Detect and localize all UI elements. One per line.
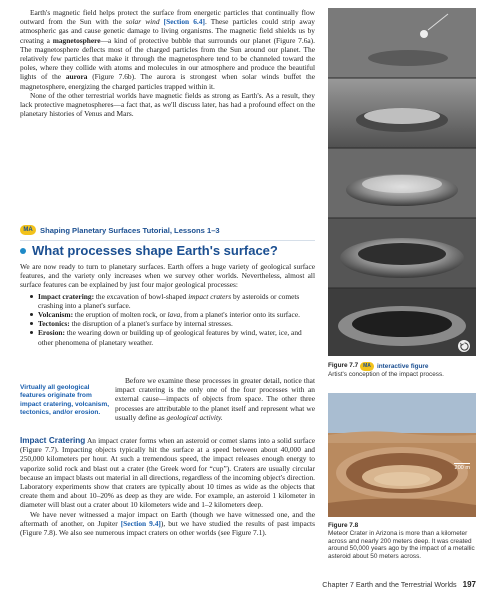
impact-paragraph: Impact Cratering An impact crater forms when an asteroid or comet slams into a solid surface (Figure 7.7). Impacting objects typically hit the surface at a speed between about 40,000 and 250,000 kilometers per hour. At such a tremendous speed, the impact releases enough energy to vaporize solid rock and blast out a crater (the Greek word for “cup”). Craters are usually circular because an impact blasts out material in all directions, regardless of the incoming object's direction. Laboratory experiments show that craters are typically about 10 times as wide as the objects that create them and about 10–20% as deep as they are wide. For example, an asteroid 1 kilometer in diameter will blast out a crater about 10 kilometers wide and 1–2 kilometers deep. xyxy=(20,436,316,510)
figure-7-7-title: Figure 7.7 MA interactive figure xyxy=(328,362,429,370)
scale-bar: 200 m xyxy=(454,465,470,471)
figure-7-7-caption: Figure 7.7 MA interactive figure Artist's conception of the impact process. xyxy=(328,362,476,379)
section-lead: We are now ready to turn to planetary surfaces. Earth offers a huge variety of geological surface features, and the variety only increases when we survey other worlds. Nevertheless, almost all surface features can be explained by just four major geological processes: xyxy=(20,262,315,290)
before-paragraph-top xyxy=(115,376,315,422)
process-list xyxy=(20,292,315,347)
impact-cratering-heading: Impact Cratering xyxy=(20,436,86,445)
tutorial-link[interactable]: Shaping Planetary Surfaces Tutorial, Lessons 1–3 xyxy=(40,225,220,235)
before-paragraph: Before we examine these processes in greater detail, notice that impact cratering is the only one of the four processes with an external cause—impacts of objects from space. The other three processes are attributable to the planet itself and represent what we usually define as geological activity. xyxy=(115,376,315,422)
section-6-4-link[interactable]: [Section 6.4] xyxy=(163,17,205,27)
list-item: Tectonics: the disruption of a planet's surface by internal stresses. xyxy=(30,319,315,328)
crater-sequence-image xyxy=(328,8,476,356)
chapter-title: Chapter 7 Earth and the Terrestrial Worlds xyxy=(322,580,457,589)
divider xyxy=(20,240,315,241)
meteor-crater-photo xyxy=(328,393,476,517)
page-number: 197 xyxy=(462,580,476,589)
section-9-4-link[interactable]: [Section 9.4] xyxy=(120,518,161,528)
mastering-astronomy-icon: MA xyxy=(20,225,36,235)
section-body xyxy=(20,262,315,347)
intro-paragraph-1: Earth's magnetic field helps protect the surface from energetic particles that continually flow outward from the Sun with the solar wind [Section 6.4]. These particles could strip away atmospheric gas and cause genetic damage to living organisms. The magnetic field shields us by creating a magnetosphere—a kind of protective bubble that surrounds our planet (Figure 7.6a). The magnetosphere deflects most of the charged particles from the Sun around our planet. The relatively few particles that make it through the magnetosphere tend to be channeled toward the poles, where they collide with atoms and molecules in our atmosphere and produce the beautiful lights of the aurora (Figure 7.6b). The aurora is strongest when solar winds buffet the magnetosphere, energizing the charged particles trapped within it. xyxy=(20,8,315,91)
bullet-dot-icon xyxy=(20,248,26,254)
list-item: Erosion: the wearing down or building up of geological features by wind, water, ice, and other phenomena of planetary weather. xyxy=(30,328,315,346)
list-item: Volcanism: the eruption of molten rock, or lava, from a planet's interior onto its surface. xyxy=(30,310,315,319)
mastering-astronomy-icon: MA xyxy=(360,362,374,371)
tutorial-banner[interactable] xyxy=(20,223,315,237)
figure-7-8-caption: Figure 7.8 Meteor Crater in Arizona is more than a kilometer across and nearly 200 meters deep. It was created around 50,000 years ago by the impact of a metallic asteroid about 50 meters across. xyxy=(328,522,475,561)
interactive-figure-link[interactable]: MA interactive figure xyxy=(360,362,429,371)
intro-paragraph-2: None of the other terrestrial worlds have magnetic fields as strong as Earth's. As a result, they lack protective magnetospheres—a fact that, as we'll discuss later, has had a profound effect on the planetary histories of Venus and Mars. xyxy=(20,90,315,119)
margin-note: Virtually all geological features originate from impact cratering, volcanism, tectonics, and/or erosion. xyxy=(20,384,110,417)
replay-icon[interactable] xyxy=(458,340,470,352)
impact-process-illustration xyxy=(328,8,476,356)
impact-section xyxy=(20,436,315,537)
intro-block xyxy=(20,8,315,118)
page-footer xyxy=(322,580,476,589)
figure-7-8-title: Figure 7.8 xyxy=(328,522,359,529)
section-heading: What processes shape Earth's surface? xyxy=(20,243,315,258)
list-item: Impact cratering: the excavation of bowl-shaped impact craters by asteroids or comets crashing into a planet's surface. xyxy=(30,292,315,310)
last-paragraph: We have never witnessed a major impact on Earth (though we have witnessed one, and the aftermath of another, on Jupiter [Section 9.4]), but we have studied the results of past impacts (Figure 7.8). We also see numerous impact craters on other worlds (see Figure 7.1). xyxy=(20,509,315,538)
meteor-crater-image xyxy=(328,393,476,517)
